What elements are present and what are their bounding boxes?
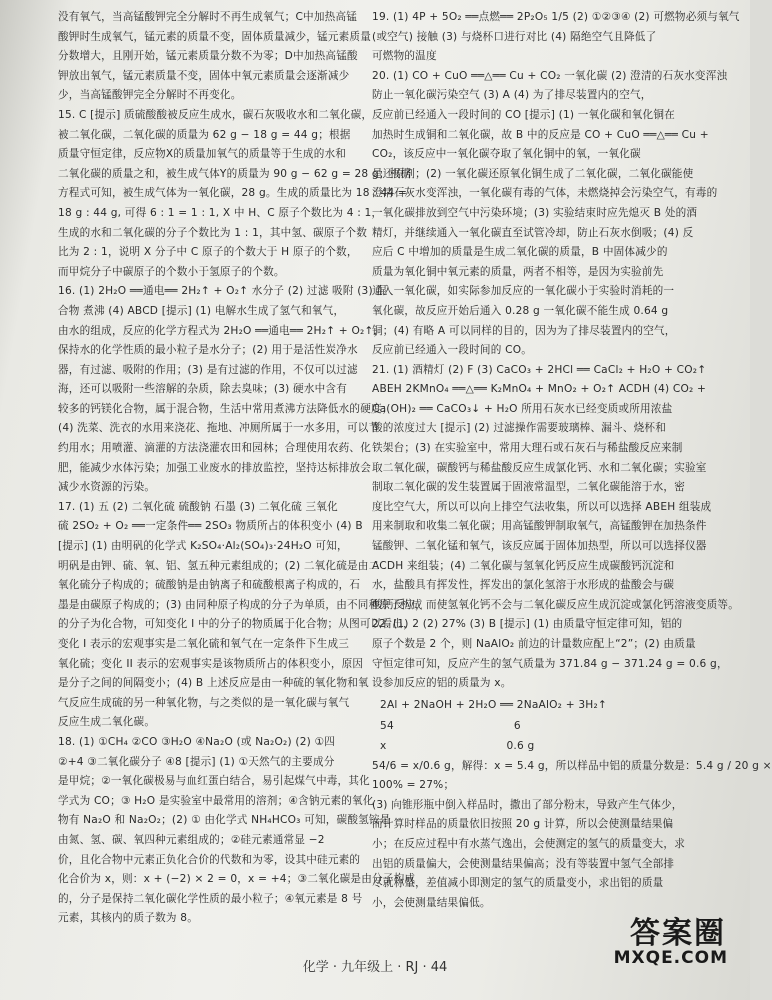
q21-line: Ca(OH)₂ ══ CaCO₃↓ + H₂O 所用石灰水已经变质或所用浓盐 [372, 402, 673, 415]
q17-line: [提示] (1) 由明矾的化学式 K₂SO₄·Al₂(SO₄)₃·24H₂O 可知， [58, 540, 348, 553]
q15-line: 方程式可知，被生成气体为一氧化碳，28 g。生成的质量比为 18 : 44 = [58, 187, 408, 200]
q18-line: 的，分子是保持二氧化碳化学性质的最小粒子；④氧元素是 8 号 [58, 892, 363, 905]
q21-line: 21. (1) 酒精灯 (2) F (3) CaCO₃ + 2HCl ══ CaCl₂ + H₂O + CO₂↑ [372, 363, 707, 376]
q17-line: 的分子为化合物，可知变化 I 中的分子的物质属于化合物；从图可以看出， [58, 618, 414, 631]
q17-line: 变化 I 表示的宏观事实是二氧化硫和氧气在一定条件下生成三 [58, 638, 350, 650]
intro-line: 分数增大，且刚开始，锰元素质量分数不为零；D中加热高锰酸 [58, 50, 358, 63]
q22-calc-mass: 0.6 g [506, 739, 535, 752]
q15-line: 18 g : 44 g, 可得 6 : 1 = 1 : 1, X 中 H、C 原子个数比为 4 : 1， [58, 206, 383, 219]
q20-line: 加热时生成铜和二氧化碳，故 B 中的反应是 CO + CuO ══△══ Cu + [372, 128, 709, 141]
intro-line: 没有氧气，当高锰酸钾完全分解时不再生成氧气；C中加热高锰 [58, 11, 358, 23]
q21-line: 酸钙反应，而使氢氧化钙不会与二氧化碳反应生成沉淀或氯化钙溶液变质等。 [372, 598, 739, 611]
q16-line: 减少水资源的污染。 [58, 481, 156, 494]
q17-line: 反应生成二氧化碳。 [58, 716, 156, 729]
q21-line: 酸的浓度过大 [提示] (2) 过滤操作需要玻璃棒、漏斗、烧杯和 [372, 422, 667, 435]
q16-line: 海，还可以吸附一些溶解的杂质，除去臭味；(3) 硬水中含有 [58, 383, 348, 396]
q20-line: 一氧化碳排放到空气中污染环境；(3) 实验结束时应先熄灭 B 处的酒 [372, 206, 698, 219]
q22-head-line: 原子个数是 2 个，则 NaAlO₂ 前边的计量数应配上“2”；(2) 由质量 [372, 638, 696, 650]
q15-line: 生成的水和二氧化碳的分子个数比为 1 : 1，其中氢、碳原子个数 [58, 226, 367, 239]
watermark [602, 908, 732, 978]
q17-line: 墨是由碳原子构成的；(3) 由同种原子构成的分子为单质，由不同种原子构成 [58, 598, 423, 611]
question-21 [372, 361, 739, 616]
q22-tail-line: 尽就称量，差值减小即测定的氢气的质量变小，求出铝的质量 [372, 877, 664, 890]
right-column [372, 8, 772, 913]
q16-line: 器，有过滤、吸附的作用；(3) 是有过滤的作用，不仅可以过滤 [58, 363, 358, 376]
q15-line: 被二氧化碳，二氧化碳的质量为 62 g − 18 g = 44 g；根据 [58, 128, 351, 141]
q19-line: 19. (1) 4P + 5O₂ ══点燃══ 2P₂O₅ 1/5 (2) ①②③④ (2) 可燃物必须与氧气 [372, 11, 740, 23]
q21-line: 制取二氧化碳的发生装置属于固液常温型，二氧化碳能溶于水，密 [372, 481, 686, 494]
q19-line: 可燃物的温度 [372, 50, 437, 63]
q16-line: (4) 洗菜、洗衣的水用来浇花、拖地、冲厕所属于一水多用，可以节 [58, 422, 380, 435]
q22-calc-block [380, 717, 687, 756]
q16-line: 较多的钙镁化合物，属于混合物，生活中常用煮沸方法降低水的硬度； [58, 402, 393, 415]
q21-line: 锰酸钾、二氧化锰和氧气，该反应属于固体加热型，所以可以选择仪器 [372, 540, 707, 553]
q22-tail-line: 小；在反应过程中有水蒸气逸出，会使测定的氢气的质量变大，求 [372, 837, 686, 850]
q22-head-line: 守恒定律可知，反应产生的氢气质量为 371.84 g − 371.24 g = 0.6 g， [372, 657, 728, 670]
q22-tail-line: 出铝的质量偏大，会使测量结果偏高；没有等装置中氢气全部排 [372, 857, 675, 870]
q20-line: 是还原剂；(2) 一氧化碳还原氧化铜生成了二氧化碳，二氧化碳能使 [372, 167, 694, 180]
intro-block [58, 8, 372, 106]
intro-line: 酸钾时生成氧气，锰元素的质量不变，固体质量减少，锰元素质量 [58, 30, 372, 43]
q21-line: 用来制取和收集二氧化碳；用高锰酸钾制取氧气，高锰酸钾在加热条件 [372, 520, 707, 533]
q22-head-line: 22. (1) 2 (2) 27% (3) B [提示] (1) 由质量守恒定律可知，铝的 [372, 618, 683, 631]
q17-line: 明矾是由钾、硫、氧、铝、氢五种元素组成的；(2) 二氧化硫是由二 [58, 559, 380, 572]
intro-line: 钾放出氧气，锰元素质量不变，固体中氧元素质量会逐渐减少 [58, 69, 350, 82]
q20-line: 防止一氧化碳污染空气 (3) A (4) 为了排尽装置内的空气， [372, 89, 652, 102]
q20-line: 通入一氧化碳，如实际参加反应的一氧化碳小于实验时消耗的一 [372, 285, 675, 298]
q15-line: 比为 2 : 1，说明 X 分子中 C 原子的个数大于 H 原子的个数， [58, 246, 358, 259]
q20-line: 质量为氧化铜中氧元素的质量，两者不相等，是因为实验前先 [372, 265, 664, 278]
q15-line: 而甲烷分子中碳原子的个数小于氢原子的个数。 [58, 265, 285, 278]
question-19 [372, 8, 740, 67]
q16-line: 保持水的化学性质的最小粒子是水分子；(2) 用于是活性炭净水 [58, 344, 358, 357]
q20-line: 铜；(4) 有略 A 可以同样的目的，因为为了排尽装置内的空气， [372, 324, 676, 337]
q20-line: 反应前已经通入一段时间的 CO。 [372, 344, 533, 357]
q18-line: ②+4 ③二氧化碳分子 ④8 [提示] (1) ①天然气的主要成分 [58, 755, 335, 768]
q15-line: 15. C [提示] 质硫酸酸被反应生成水，碳石灰吸收水和二氧化碳， [58, 108, 373, 121]
q20-line: CO₂，该反应中一氧化碳夺取了氧化铜中的氧，一氧化碳 [372, 148, 641, 161]
q22-calc-x: x [380, 739, 387, 752]
question-16 [58, 282, 393, 498]
q16-line: 肥，能减少水体污染；加强工业废水的排放监控，坚持达标排放会 [58, 461, 372, 474]
q17-line: 气反应生成硫的另一种氧化物，与之类似的是一氧化碳与氧气 [58, 696, 350, 709]
q21-line: ACDH 来组装；(4) 二氧化碳与氢氧化钙反应生成碳酸钙沉淀和 [372, 559, 675, 572]
q21-line: 度比空气大，所以可以向上排空气法收集，所以可以选择 ABEH 组装成 [372, 500, 712, 513]
q18-line: 物有 Na₂O 和 Na₂O₂；(2) ① 由化学式 NH₄HCO₃ 可知，碳酸氢铵是 [58, 814, 391, 827]
q21-line: 水，盐酸具有挥发性，挥发出的氯化氢溶于水形成的盐酸会与碳 [372, 579, 675, 592]
q18-line: 价，且化合物中元素正负化合价的代数和为零，设其中硅元素的 [58, 853, 361, 866]
watermark-badge: 答案圈 [630, 916, 726, 951]
page-footer: 化学 · 九年级上 · RJ · 44 [302, 960, 448, 975]
q22-calc-54: 54 [380, 720, 394, 733]
q16-line: 约用水；用喷灌、滴灌的方法浇灌农田和园林；合理使用农药、化 [58, 442, 372, 455]
question-20 [372, 67, 728, 361]
q18-line: 18. (1) ①CH₄ ②CO ③H₂O ④Na₂O (或 Na₂O₂) (2) ①四 [58, 735, 336, 748]
q16-line: 由水的组成，反应的化学方程式为 2H₂O ══通电══ 2H₂↑ + O₂↑， [58, 324, 385, 337]
q16-line: 合物 煮沸 (4) ABCD [提示] (1) 电解水生成了氢气和氧气， [58, 304, 345, 317]
q18-line: 学式为 CO；③ H₂O 是实验室中最常用的溶剂；④含钠元素的氧化 [58, 794, 374, 807]
q22-tail-line: 而计算时样品的质量依旧按照 20 g 计算，所以会使测量结果偏 [372, 818, 674, 831]
q20-line: 应后 C 中增加的质量是生成二氧化碳的质量，B 中固体减少的 [372, 246, 668, 259]
q20-line: 反应前已经通入一段时间的 CO [提示] (1) 一氧化碳和氧化铜在 [372, 108, 675, 121]
question-15 [58, 106, 412, 282]
q22-tail-line: (3) 向锥形瓶中倒入样品时，撒出了部分粉末，导致产生气体少， [372, 798, 683, 811]
q18-line: 元素，其核内的质子数为 8。 [58, 912, 199, 925]
question-22 [372, 615, 772, 913]
q17-line: 17. (1) 五 (2) 二氧化硫 硫酸钠 石墨 (3) 二氧化硫 三氧化 [58, 500, 338, 513]
q15-line: 二氧化碳的质量之和，被生成气体Y的质量为 90 g − 62 g = 28 g；根据 [58, 167, 412, 180]
q22-head-line: 设参加反应的铝的质量为 x。 [372, 677, 512, 690]
q17-line: 是分子之间的间隔变小；(4) B 上述反应是由一种硫的氧化物和氧 [58, 677, 369, 690]
q19-line: (或空气) 接触 (3) 与烧杯口进行对比 (4) 隔绝空气且降低了 [372, 30, 657, 43]
q20-line: 精灯，并继续通入一氧化碳直至试管冷却，防止石灰水倒吸；(4) 反 [372, 226, 694, 239]
q18-line: 化合价为 x，则：x + (−2) × 2 = 0，x = +4；③二氧化碳是由分子构成 [58, 873, 416, 886]
q21-line: 取二氧化碳，碳酸钙与稀盐酸反应生成氯化钙、水和二氧化碳；实验室 [372, 461, 707, 474]
q15-line: 质量守恒定律，反应物X的质量加氧气的质量等于生成的水和 [58, 148, 347, 161]
q16-line: 16. (1) 2H₂O ══通电══ 2H₂↑ + O₂↑ 水分子 (2) 过滤 吸附 (3) 混 [58, 285, 388, 298]
q17-line: 氧化硫分子构成的；硫酸钠是由钠离子和硫酸根离子构成的，石 [58, 579, 361, 592]
q20-line: 20. (1) CO + CuO ══△══ Cu + CO₂ 一氧化碳 (2) 澄清的石灰水变浑浊 [372, 69, 728, 82]
q22-percent: 100% = 27%； [372, 779, 455, 792]
q21-line: ABEH 2KMnO₄ ══△══ K₂MnO₄ + MnO₂ + O₂↑ ACDH (4) CO₂ + [372, 383, 707, 396]
q18-line: 由氮、氢、碳、氧四种元素组成的；②硅元素通常显 −2 [58, 833, 325, 846]
q22-calc-6: 6 [513, 720, 521, 733]
q22-equation: 2Al + 2NaOH + 2H₂O ══ 2NaAlO₂ + 3H₂↑ [380, 698, 607, 711]
q17-line: 氧化硫；变化 II 表示的宏观事实是该物质所占的体积变小，原因 [58, 657, 364, 670]
watermark-url: MXQE.COM [613, 948, 728, 968]
q20-line: 氧化碳，故反应开始后通入 0.28 g 一氧化碳不能生成 0.64 g [372, 304, 669, 317]
q22-tail-line: 小，会使测量结果偏低。 [372, 896, 491, 909]
intro-line: 少，当高锰酸钾完全分解时不再变化。 [58, 89, 242, 102]
q22-solve: 54/6 = x/0.6 g，解得：x = 5.4 g，所以样品中铝的质量分数是：5.4 g / 20 g × [372, 759, 772, 772]
q17-line: 硫 2SO₂ + O₂ ══一定条件══ 2SO₃ 物质所占的体积变小 (4) B [58, 520, 363, 533]
q20-line: 澄清石灰水变浑浊，一氧化碳有毒的气体，未燃烧掉会污染空气，有毒的 [372, 187, 718, 200]
q18-line: 是甲烷；②一氧化碳极易与血红蛋白结合，易引起煤气中毒，其化 [58, 775, 370, 788]
q21-line: 铁架台；(3) 在实验室中，常用大理石或石灰石与稀盐酸反应来制 [372, 442, 683, 455]
